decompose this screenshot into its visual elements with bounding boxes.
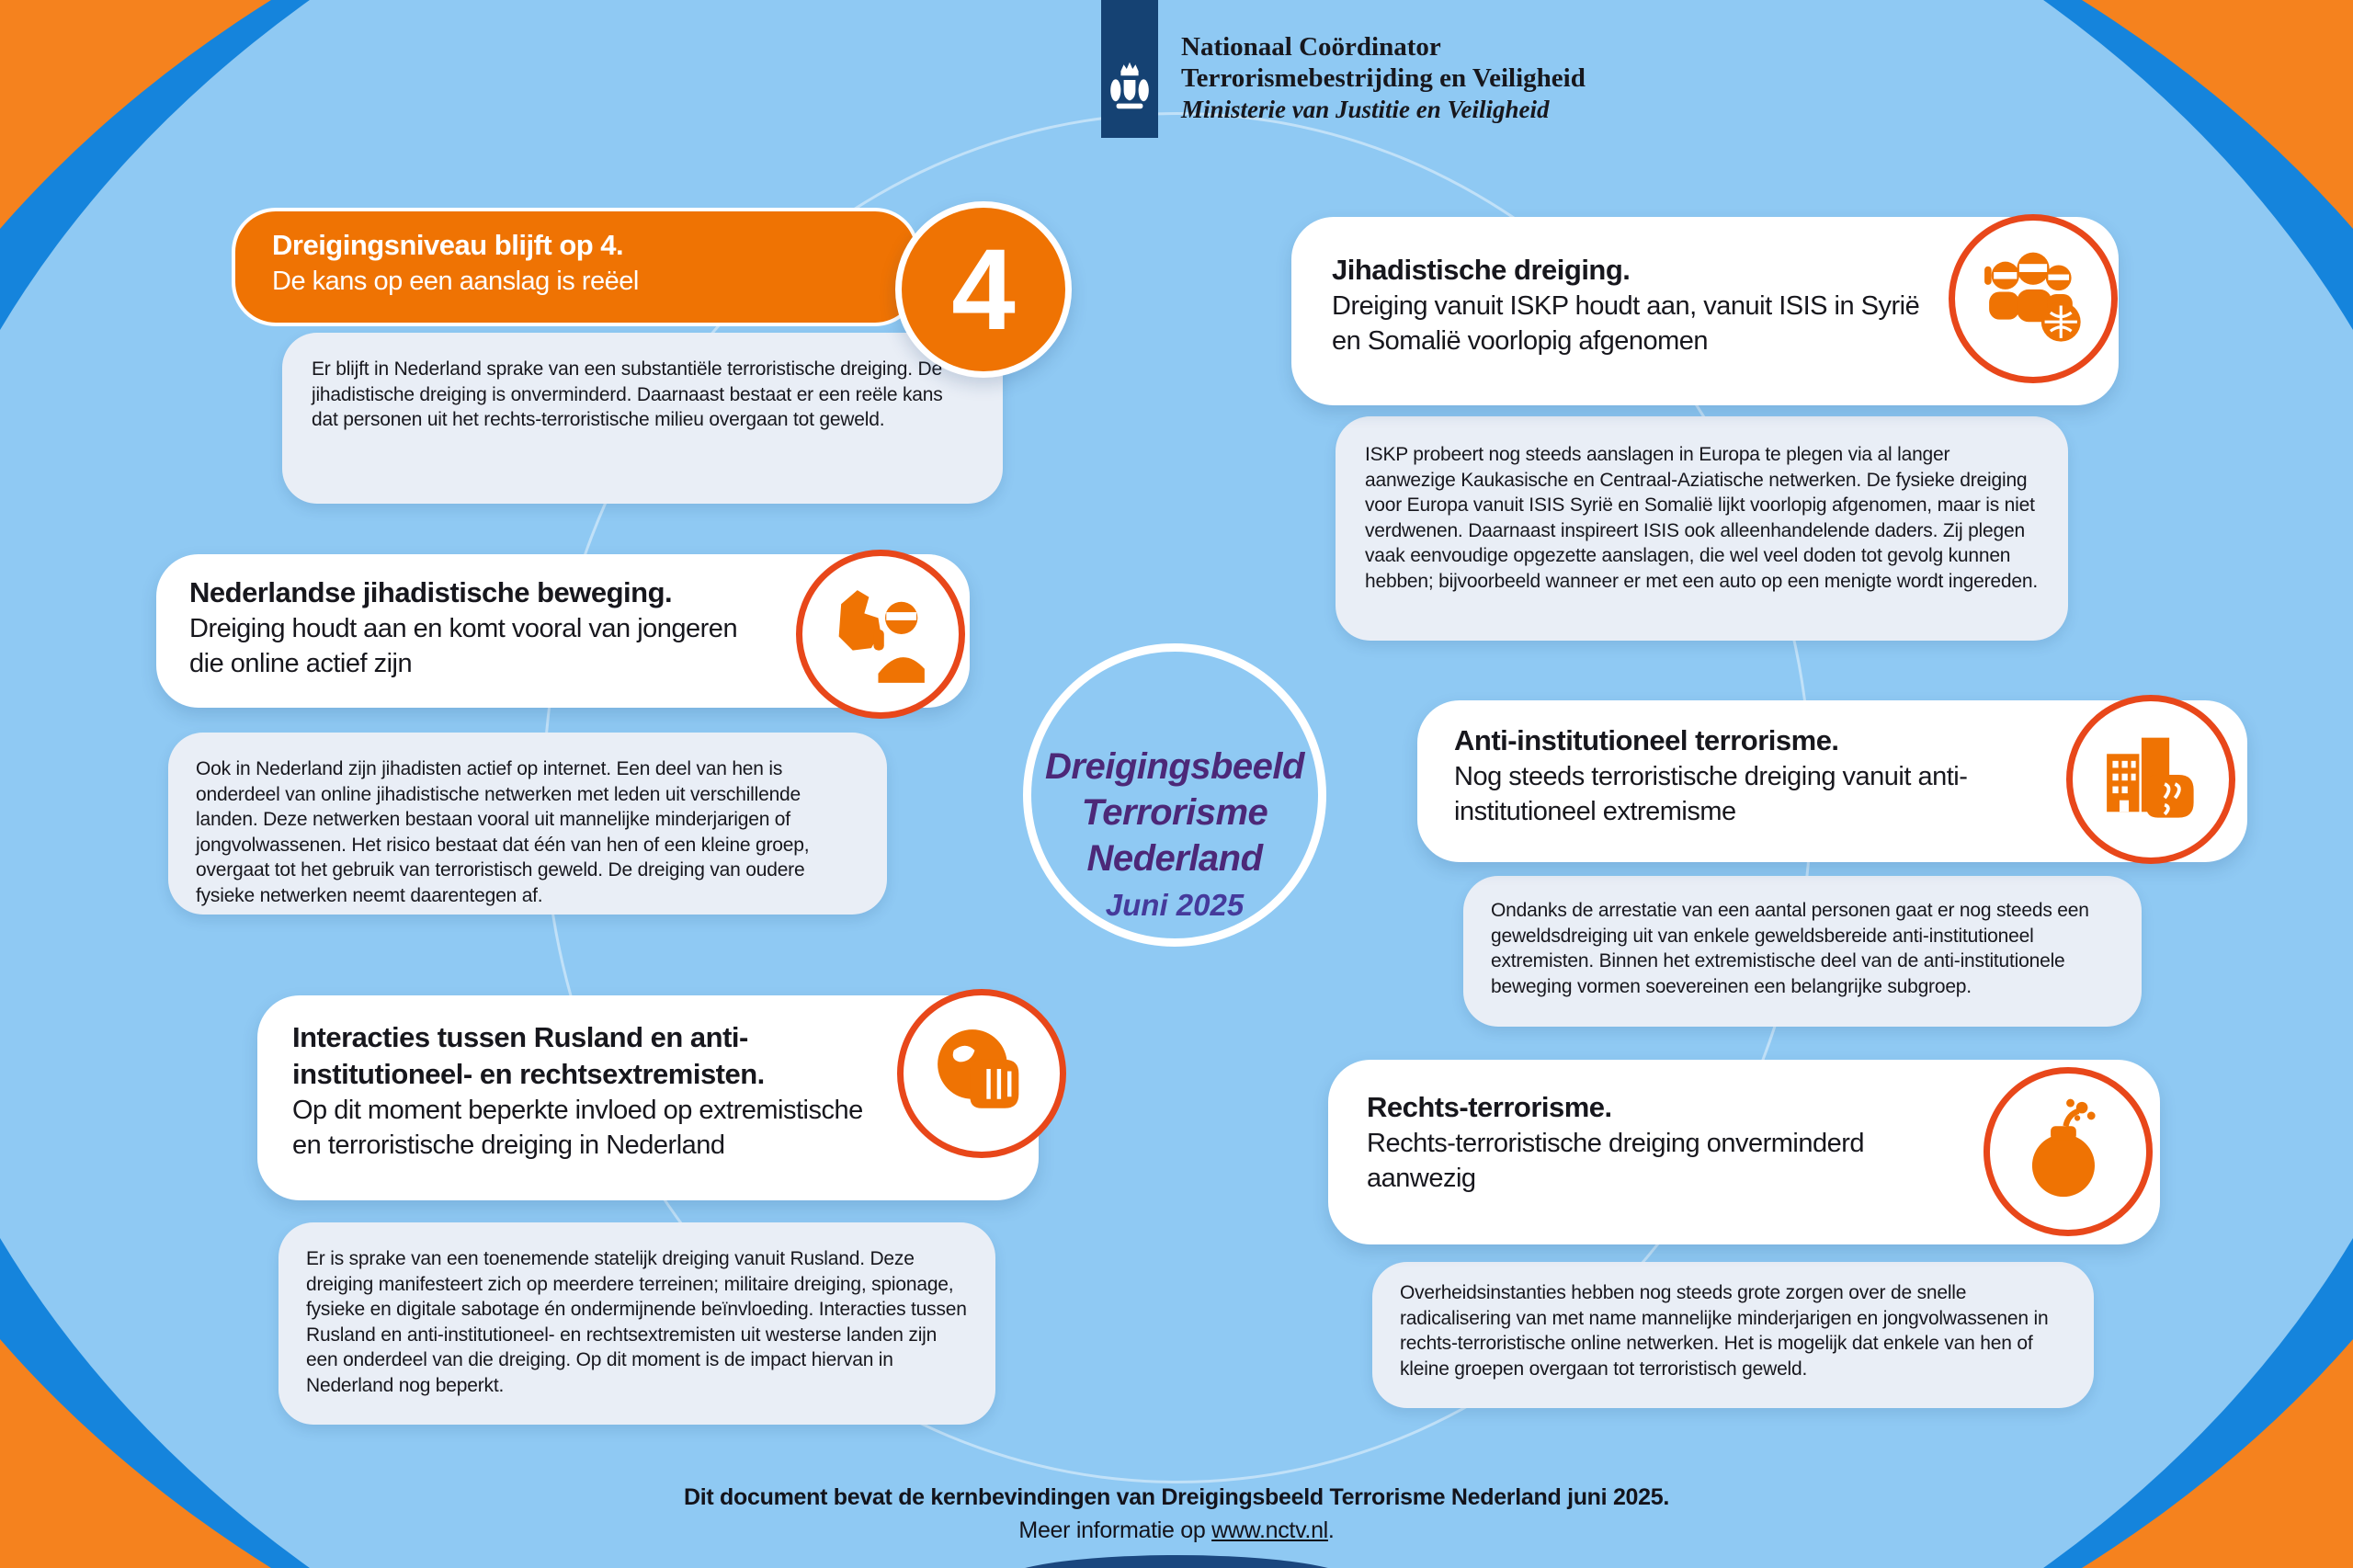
government-logo-bar bbox=[1101, 0, 1158, 138]
card-body: Overheidsinstanties hebben nog steeds grote zorgen over de snelle radicalisering van met name mannelijke minderjarigen en jongvolwassenen in rechts-terroristische online netwerken. Het is mogelijk dat enkele van hen of kleine groepen overgaan tot terroristisch geweld. bbox=[1400, 1282, 2049, 1380]
bomb-icon bbox=[2010, 1094, 2126, 1210]
nctv-link[interactable]: www.nctv.nl bbox=[1211, 1517, 1328, 1543]
government-coat-of-arms-icon bbox=[1108, 59, 1152, 131]
logo-line2: Terrorismebestrijding en Veiligheid bbox=[1181, 63, 1586, 93]
card-body: ISKP probeert nog steeds aanslagen in Europa te plegen via al langer aanwezige Kaukasische en Centraal-Aziatische netwerken. De fysieke dreiging voor Europa vanuit ISIS Syrië en Somalië lijkt voorlopig afgenomen, maar is niet verdwenen. Daarnaast inspireert ISIS ook alleenhandelende daders. Zij plegen vaak eenvoudige opgezette aanslagen, die wel veel doden tot gevolg kunnen hebben; bijvoorbeeld wanneer er met een auto op een menigte wordt ingereden. bbox=[1365, 444, 2038, 592]
anti-institutional-detail-card bbox=[1463, 876, 2142, 1027]
building-fist-icon bbox=[2093, 722, 2209, 837]
card-subtitle: Dreiging vanuit ISKP houdt aan, vanuit ISIS in Syrië en Somalië voorlopig afgenomen bbox=[1332, 291, 1920, 356]
card-title: Anti-institutioneel terrorisme. bbox=[1454, 724, 1839, 756]
center-title-line1: Dreigingsbeeld bbox=[1045, 746, 1304, 787]
threat-level-detail-card bbox=[282, 333, 1003, 504]
card-title: Jihadistische dreiging. bbox=[1332, 254, 1631, 286]
russia-interactions-icon-circle bbox=[897, 989, 1066, 1158]
logo-line3: Ministerie van Justitie en Veiligheid bbox=[1181, 96, 1550, 123]
center-title-circle bbox=[1023, 643, 1326, 947]
card-subtitle: Rechts-terroristische dreiging onverminderd aanwezig bbox=[1367, 1129, 1865, 1193]
anti-institutional-icon-circle bbox=[2066, 695, 2235, 864]
card-body: Ook in Nederland zijn jihadisten actief op internet. Een deel van hen is onderdeel van online jihadistische netwerken met leden uit verschillende landen. Deze netwerken bestaan vooral uit mannelijke minderjarigen of jongvolwassenen. Het risico bestaat dat één van hen of een kleine groep, overgaat tot het gebruik van terroristisch geweld. De dreiging van oudere fysieke netwerken neemt daarentegen af. bbox=[196, 758, 810, 906]
right-wing-terrorism-icon-circle bbox=[1984, 1067, 2153, 1236]
jihadist-threat-detail-card bbox=[1336, 416, 2068, 641]
footer-line2-suffix: . bbox=[1327, 1517, 1335, 1543]
footer-line1: Dit document bevat de kernbevindingen van Dreigingsbeeld Terrorisme Nederland juni 2025. bbox=[683, 1484, 1670, 1510]
center-date: Juni 2025 bbox=[1105, 888, 1245, 922]
threat-level-subtitle: De kans op een aanslag is reëel bbox=[272, 267, 639, 296]
right-wing-terrorism-detail-card bbox=[1372, 1262, 2094, 1408]
masked-figures-globe-icon bbox=[1975, 241, 2091, 357]
footer bbox=[0, 1482, 2353, 1548]
threat-level-body: Er blijft in Nederland sprake van een substantiële terroristische dreiging. De jihadistische dreiging is onverminderd. Daarnaast bestaat er een reële kans dat personen uit het rechts-terroristische milieu overgaan tot geweld. bbox=[312, 358, 943, 430]
logo-line1: Nationaal Coördinator bbox=[1181, 32, 1441, 62]
card-title: Nederlandse jihadistische beweging. bbox=[189, 576, 673, 608]
government-logo-text bbox=[1181, 31, 1586, 125]
card-subtitle: Nog steeds terroristische dreiging vanuit anti-institutioneel extremisme bbox=[1454, 762, 1968, 826]
card-body: Er is sprake van een toenemende statelijk dreiging vanuit Rusland. Deze dreiging manifesteert zich op meerdere terreinen; militaire dreiging, spionage, fysieke en digitale sabotage én ondermijnende beïnvloeding. Interacties tussen Rusland en anti-institutioneel- en rechtsextremisten uit westerse landen zijn een onderdeel van die dreiging. Op dit moment is de impact hiervan in Nederland nog beperkt. bbox=[306, 1248, 967, 1396]
threat-level-card bbox=[232, 208, 919, 326]
footer-line2-prefix: Meer informatie op bbox=[1018, 1517, 1212, 1543]
center-title-line2: Terrorisme Nederland bbox=[1081, 792, 1268, 879]
jihadist-threat-icon-circle bbox=[1949, 214, 2118, 383]
card-subtitle: Op dit moment beperkte invloed op extremistische en terroristische dreiging in Nederland bbox=[292, 1096, 863, 1160]
netherlands-masked-figure-icon bbox=[823, 576, 938, 692]
threat-level-title: Dreigingsniveau blijft op 4. bbox=[272, 229, 624, 261]
russia-interactions-detail-card bbox=[278, 1222, 995, 1425]
card-title: Interacties tussen Rusland en anti-institutioneel- en rechtsextremisten. bbox=[292, 1021, 765, 1090]
card-subtitle: Dreiging houdt aan en komt vooral van jongeren die online actief zijn bbox=[189, 614, 738, 678]
footer-line2 bbox=[0, 1513, 2353, 1548]
globe-fist-icon bbox=[924, 1016, 1040, 1131]
threat-level-value: 4 bbox=[951, 225, 1016, 354]
card-body: Ondanks de arrestatie van een aantal personen gaat er nog steeds een geweldsdreiging uit van enkele geweldsbereide anti-institutioneel extremisten. Binnen het extremistische deel van de anti-institutionele beweging vormen soevereinen een belangrijke subgroep. bbox=[1491, 900, 2089, 997]
dutch-jihadist-icon-circle bbox=[796, 550, 965, 719]
card-title: Rechts-terrorisme. bbox=[1367, 1091, 1612, 1123]
threat-level-badge bbox=[895, 201, 1072, 378]
dutch-jihadist-detail-card bbox=[168, 733, 887, 915]
